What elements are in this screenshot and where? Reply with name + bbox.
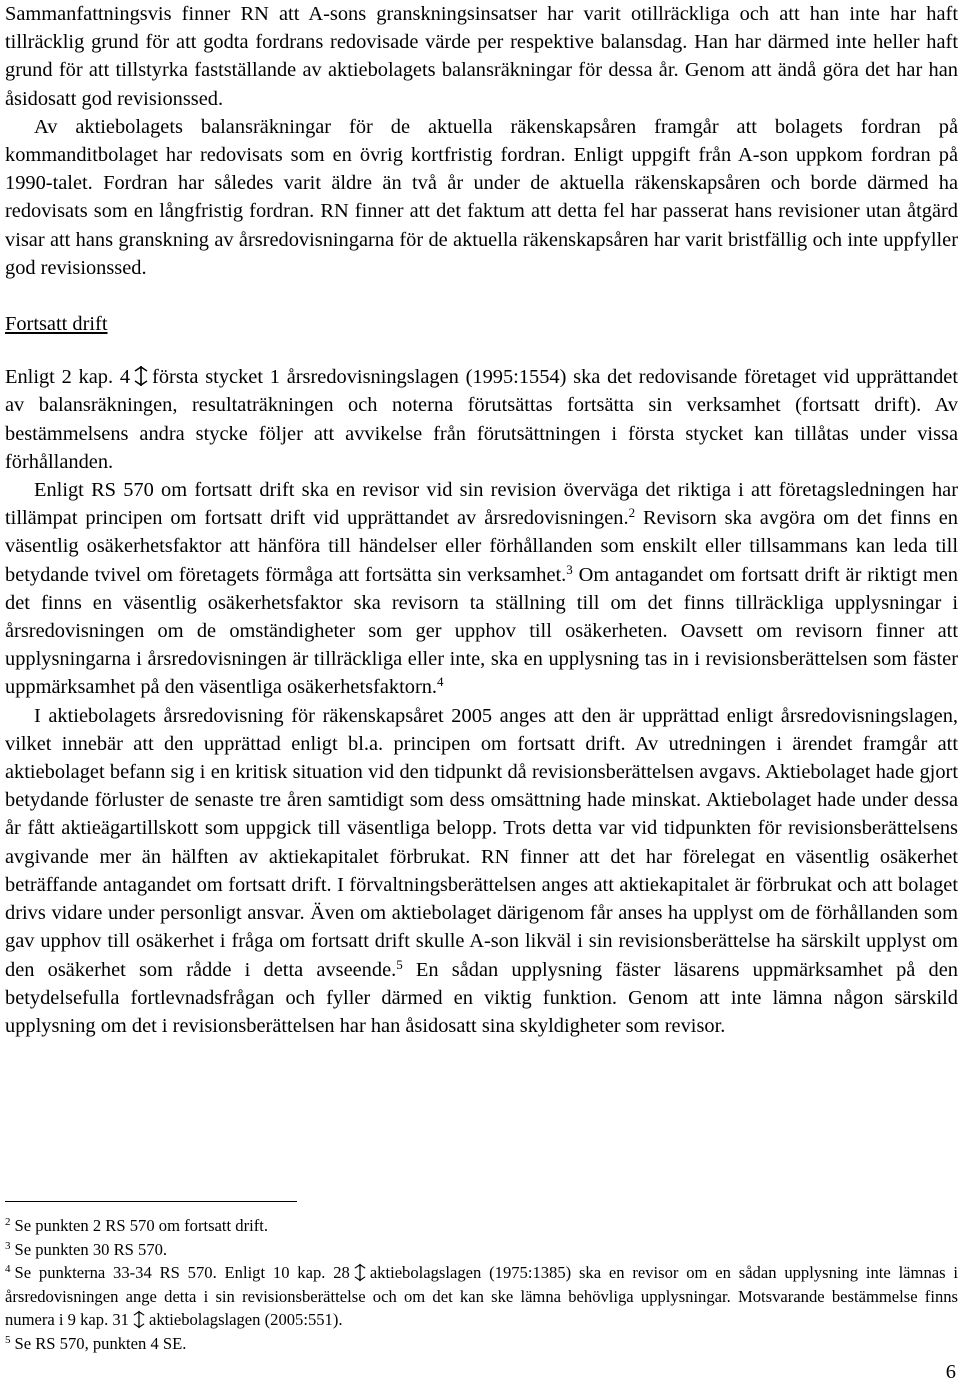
paragraph-rs570 [5,476,958,702]
section-sign-icon [352,1263,368,1282]
paragraph-summary: Sammanfattningsvis finner RN att A-sons granskningsinsatser har varit otillräckliga och att han inte har haft tillräcklig grund för att godta fordrans redovisade värde per respektive balansdag. Han har därmed inte heller haft grund för att tillstyrka fastställande av aktiebolagets balansräkningar för dessa år. Genom att ändå göra det har han åsidosatt god revisionssed. [5,3,958,110]
text-span: Om antagandet om fortsatt drift är riktigt men det finns en väsentlig osäkerhetsfaktor ska revisorn ta ställning till om det finns tillräckliga upplysningar i årsredovisningen om de omständigheter som ger upphov till osäkerheten. Oavsett om revisorn finner att upplysningarna i årsredovisningen är tillräckliga eller inte, ska en upplysning tas in i revisionsberättelsen som fäster uppmärksamhet på den väsentliga osäkerhetsfaktorn. [5,563,958,699]
section-body [5,363,958,1040]
body-text [5,0,958,282]
text-span: Enligt RS 570 om fortsatt drift ska en revisor vid sin revision överväga det riktiga i att företagsledningen har tillämpat principen om fortsatt drift vid upprättandet av årsredovisningen. [5,479,958,530]
footnote-ref: 2 [628,505,636,521]
footnote-divider [5,1201,297,1202]
section-sign-icon [132,365,150,387]
footnote-ref: 3 [566,561,573,577]
footnote-text: aktiebolagslagen (1975:1385) ska en revisor om en sådan upplysning inte lämnas i årsredovisningen ange detta i sin revisionsberättelse och om det kan ske lämna behövliga upplysningar. Motsvarande bestämmelse finns numera i 9 kap. 31 [5,1263,958,1330]
footnotes [5,1201,958,1356]
footnote-text: Se punkten 2 RS 570 om fortsatt drift. [14,1216,269,1235]
text-span: första stycket 1 årsredovisningslagen (1995:1554) ska det redovisande företaget vid upprättandet av balansräkningen, resultaträkningen och noterna förutsättas fortsätta sin verksamhet (fortsatt drift). Av bestämmelsens andra stycke följer att avvikelse från förutsättningen i första stycket kan tillåtas under vissa förhållanden. [5,366,958,473]
footnote-item [5,1332,958,1356]
footnote-text: Se RS 570, punkten 4 SE. [14,1333,187,1353]
footnote-number: 2 [5,1216,11,1228]
footnote-item [5,1214,958,1238]
text-span: Enligt 2 kap. 4 [5,366,131,389]
page-number: 6 [945,1361,956,1383]
footnote-text: Se punkterna 33-34 RS 570. Enligt 10 kap. 28 [14,1263,350,1283]
footnote-ref: 4 [437,674,444,690]
section-sign-icon [131,1310,147,1329]
footnote-text: Se punkten 30 RS 570. [14,1239,168,1259]
text-span: Revisorn ska avgöra om det finns en väsentlig osäkerhetsfaktor att hänföra till händelser eller förhållanden som enskilt eller tillsammans kan leda till betydande tvivel om företagets förmåga att fortsätta sin verksamhet. [5,507,958,586]
footnote-item [5,1238,958,1262]
paragraph-balance-sheet: Av aktiebolagets balansräkningar för de aktuella räkenskapsåren framgår att bolagets fordran på kommanditbolaget har redovisats som en övrig kortfristig fordran. Enligt uppgift från A-son uppkom fordran på 1990-talet. Fordran har således varit äldre än två år under de aktuella räkenskapsåren och borde därmed ha redovisats som en långfristig fordran. RN finner att det faktum att detta fel har passerat hans revisioner utan åtgärd visar att hans granskning av årsredovisningarna för de aktuella räkenskapsåren har varit bristfällig och inte uppfyller god revisionssed. [5,115,958,279]
footnote-text: aktiebolagslagen (2005:551). [148,1310,343,1330]
text-span: En sådan upplysning fäster läsarens uppmärksamhet på den betydelsefulla fortlevnadsfrågan och fyller därmed en viktig funktion. Genom att inte lämna någon särskild upplysning om det i revisionsberättelsen har han åsidosatt sina skyldigheter som revisor. [5,958,958,1037]
paragraph-law [5,363,958,476]
paragraph-annual-report [5,702,958,1040]
footnote-number: 5 [5,1333,11,1346]
footnote-item [5,1261,958,1332]
text-span: I aktiebolagets årsredovisning för räkenskapsåret 2005 anges att den är upprättad enligt årsredovisningslagen, vilket innebär att den upprättad enligt bl.a. principen om fortsatt drift. Av utredningen i ärendet framgår att aktiebolaget befann sig i en kritisk situation vid den tidpunkt då revisionsberättelsen avgavs. Aktiebolaget hade gjort betydande förluster de senaste tre åren samtidigt som dess omsättning hade minskat. Aktiebolaget hade under dessa år fått aktieägartillskott som uppgick till väsentliga belopp. Trots detta var vid tidpunkten för revisionsberättelsens avgivande mer än hälften av aktiekapitalet förbrukat. RN finner att det har förelegat en väsentlig osäkerhet beträffande antagandet om fortsatt drift. I förvaltningsberättelsen anges att aktiekapitalet är förbrukat och att bolaget drivs vidare under personligt ansvar. Även om aktiebolaget därigenom får anses ha upplyst om de förhållanden som gav upphov till osäkerhet i fråga om fortsatt drift skulle A-son likväl i sin revisionsberättelse ha särskilt upplyst om den osäkerhet som rådde i detta avseende. [5,704,958,981]
footnote-number: 4 [5,1263,11,1276]
section-heading: Fortsatt drift [5,313,108,336]
footnote-number: 3 [5,1239,11,1252]
document-page [5,0,958,1040]
footnote-ref: 5 [396,956,403,972]
